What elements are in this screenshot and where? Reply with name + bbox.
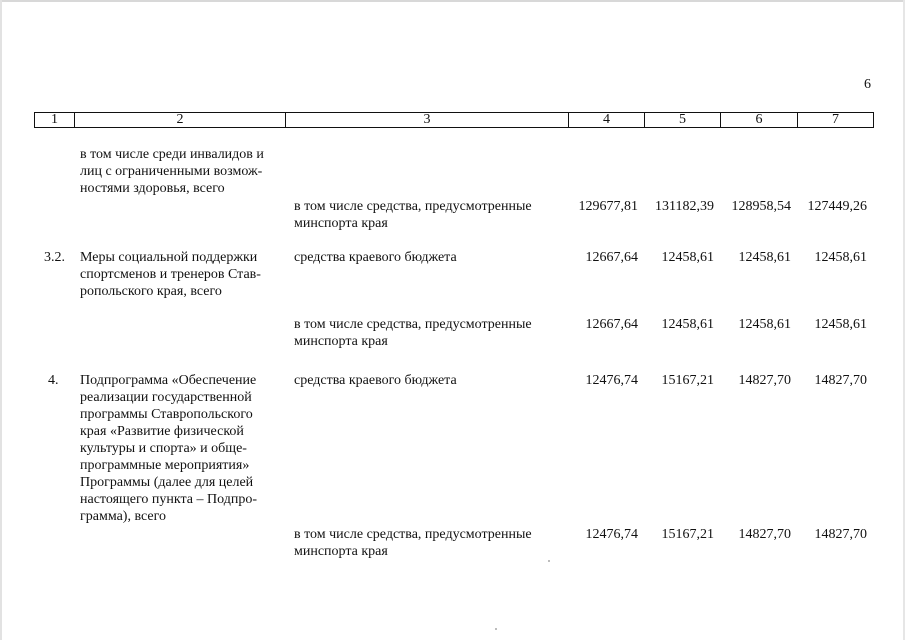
- value-col-7: 12458,61: [814, 250, 867, 265]
- row-source-line: средства краевого бюджета: [294, 250, 457, 265]
- row-source-line: средства краевого бюджета: [294, 373, 457, 388]
- value-col-7: 12458,61: [814, 317, 867, 332]
- value-col-5: 131182,39: [655, 199, 714, 214]
- header-cell-1: 1: [35, 113, 75, 128]
- value-col-4: 129677,81: [578, 199, 638, 214]
- row-name-line: Меры социальной поддержки: [80, 250, 258, 265]
- row-name-line: Программы (далее для целей: [80, 475, 254, 490]
- value-col-5: 12458,61: [661, 250, 714, 265]
- value-col-4: 12667,64: [585, 250, 638, 265]
- value-col-7: 14827,70: [814, 373, 867, 388]
- value-col-6: 14827,70: [738, 373, 791, 388]
- row-name-line: программы Ставропольского: [80, 407, 253, 422]
- value-col-5: 15167,21: [661, 527, 714, 542]
- row-source-line: в том числе средства, предусмотренные: [294, 527, 532, 542]
- page-number: 6: [864, 77, 871, 92]
- value-col-4: 12476,74: [585, 373, 638, 388]
- row-name-line: Подпрограмма «Обеспечение: [80, 373, 257, 388]
- value-col-5: 12458,61: [661, 317, 714, 332]
- header-cell-6: 6: [721, 113, 798, 128]
- row-source-line: минспорта края: [294, 216, 388, 231]
- row-source-line: в том числе средства, предусмотренные: [294, 199, 532, 214]
- value-col-6: 14827,70: [738, 527, 791, 542]
- header-cell-7: 7: [798, 113, 874, 128]
- value-col-7: 127449,26: [807, 199, 867, 214]
- value-col-7: 14827,70: [814, 527, 867, 542]
- value-col-6: 128958,54: [731, 199, 791, 214]
- row-name-line: спортсменов и тренеров Став-: [80, 267, 261, 282]
- scan-speck: [495, 628, 497, 630]
- row-name-line: ропольского края, всего: [80, 284, 222, 299]
- value-col-5: 15167,21: [661, 373, 714, 388]
- row-source-line: минспорта края: [294, 544, 388, 559]
- row-name-line: программные мероприятия»: [80, 458, 250, 473]
- column-number-header: [34, 112, 874, 128]
- row-source-line: в том числе средства, предусмотренные: [294, 317, 532, 332]
- page-edge: [0, 0, 2, 640]
- row-name-line: лиц с ограниченными возмож-: [80, 164, 263, 179]
- row-number: 3.2.: [44, 250, 65, 265]
- value-col-6: 12458,61: [738, 317, 791, 332]
- header-cell-5: 5: [645, 113, 721, 128]
- row-number: 4.: [48, 373, 59, 388]
- row-name-line: в том числе среди инвалидов и: [80, 147, 264, 162]
- scan-speck: [548, 560, 550, 562]
- row-name-line: ностями здоровья, всего: [80, 181, 225, 196]
- row-name-line: настоящего пункта – Подпро-: [80, 492, 258, 507]
- row-name-line: края «Развитие физической: [80, 424, 244, 439]
- page-edge: [0, 0, 905, 2]
- value-col-4: 12476,74: [585, 527, 638, 542]
- value-col-6: 12458,61: [738, 250, 791, 265]
- header-cell-3: 3: [286, 113, 569, 128]
- row-name-line: культуры и спорта» и обще-: [80, 441, 247, 456]
- row-name-line: реализации государственной: [80, 390, 252, 405]
- header-cell-2: 2: [75, 113, 286, 128]
- value-col-4: 12667,64: [585, 317, 638, 332]
- row-name-line: грамма), всего: [80, 509, 166, 524]
- header-cell-4: 4: [569, 113, 645, 128]
- row-source-line: минспорта края: [294, 334, 388, 349]
